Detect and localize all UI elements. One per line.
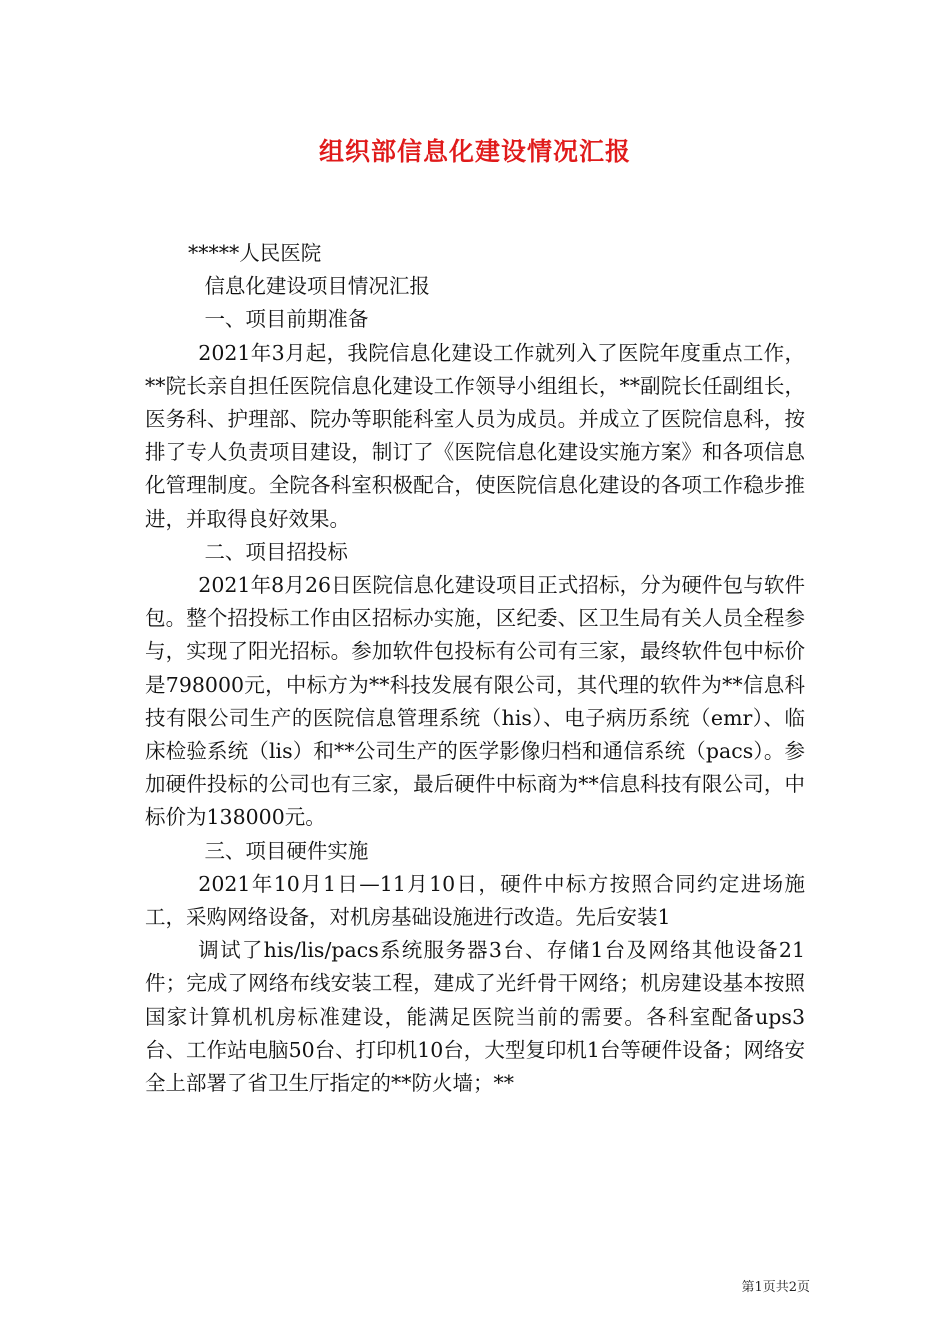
document-title: 组织部信息化建设情况汇报 <box>318 137 631 166</box>
report-subtitle: 信息化建设项目情况汇报 <box>204 274 430 299</box>
document-body <box>145 237 805 1100</box>
page-number: 第1页共2页 <box>741 1280 810 1295</box>
section-heading-3: 三、项目硬件实施 <box>204 838 369 863</box>
paragraph-hardware: 2021年10月1日—11月10日，硬件中标方按照合同约定进场施工，采购网络设备，对机房基础设施进行改造。先后安装1 <box>145 871 805 930</box>
section-heading-1: 一、项目前期准备 <box>204 307 369 332</box>
paragraph-bidding: 2021年8月26日医院信息化建设项目正式招标，分为硬件包与软件包。整个招投标工作由区招标办实施，区纪委、区卫生局有关人员全程参与，实现了阳光招标。参加软件包投标有公司有三家，最终软件包中标价是798000元，中标方为**科技发展有限公司，其代理的软件为**信息科技有限公司生产的医院信息管理系统（his）、电子病历系统（emr）、临床检验系统（lis）和**公司生产的医学影像归档和通信系统（pacs）。参加硬件投标的公司也有三家，最后硬件中标商为**信息科技有限公司，中标价为138000元。 <box>145 573 805 830</box>
paragraph-preparation: 2021年3月起，我院信息化建设工作就列入了医院年度重点工作，**院长亲自担任医院信息化建设工作领导小组组长，**副院长任副组长，医务科、护理部、院办等职能科室人员为成员。并成立了医院信息科，按排了专人负责项目建设，制订了《医院信息化建设实施方案》和各项信息化管理制度。全院各科室积极配合，使医院信息化建设的各项工作稳步推进，并取得良好效果。 <box>145 340 805 531</box>
paragraph-hardware-continued: 调试了his/lis/pacs系统服务器3台、存储1台及网络其他设备21件；完成了网络布线安装工程，建成了光纤骨干网络；机房建设基本按照国家计算机机房标准建设，能满足医院当前的需要。各科室配备ups3台、工作站电脑50台、打印机10台，大型复印机1台等硬件设备；网络安全上部署了省卫生厅指定的**防火墙；** <box>145 938 805 1096</box>
hospital-name: *****人民医院 <box>188 241 322 265</box>
section-heading-2: 二、项目招投标 <box>204 539 348 564</box>
